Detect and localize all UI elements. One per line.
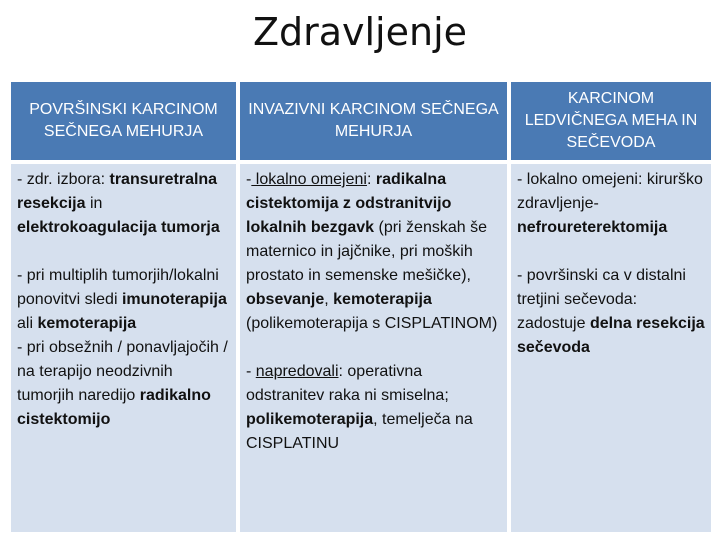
bold-text: elektrokoagulacija tumorja (17, 219, 220, 236)
bold-text: delna resekcija sečevoda (517, 315, 705, 356)
underlined-text: lokalno omejeni (251, 171, 367, 188)
text: , (324, 291, 334, 308)
paragraph (246, 360, 501, 456)
bold-text: radikalno cistektomijo (17, 387, 211, 428)
cell-invasive-treatment (240, 164, 507, 532)
text: - (246, 363, 256, 380)
paragraph (17, 168, 230, 240)
paragraph (517, 264, 705, 360)
paragraph (17, 264, 230, 336)
bold-text: nefroureterektomija (517, 219, 668, 236)
text: ali (17, 315, 38, 332)
text: : operativna odstranitev raka ni smiselna; (246, 363, 449, 404)
paragraph (246, 168, 501, 336)
header-invasive-bladder-carcinoma: INVAZIVNI KARCINOM SEČNEGA MEHURJA (240, 82, 507, 160)
header-renal-pelvis-ureter-carcinoma: KARCINOM LEDVIČNEGA MEHA IN SEČEVODA (511, 82, 711, 160)
bold-text: radikalna cistektomija z odstranitvijo lokalnih bezgavk (246, 171, 452, 236)
underlined-text: napredovali (255, 363, 339, 380)
text: - pri multiplih tumorjih/lokalni ponovitvi sledi (17, 267, 219, 308)
bold-text: polikemoterapija (246, 411, 374, 428)
text: - površinski ca v distalni tretjini sečevoda: zadostuje (517, 267, 686, 332)
text: (pri ženskah še maternico in jajčnike, pri moških prostato in semenske mešičke), (246, 219, 487, 284)
bold-text: obsevanje (246, 291, 325, 308)
cell-renal-pelvis-treatment (511, 164, 711, 532)
text: : (366, 171, 376, 188)
text: - pri obsežnih / ponavljajočih / na terapijo neodzivnih tumorjih naredijo (17, 339, 228, 404)
text: (polikemoterapija s CISPLATINOM) (246, 315, 498, 332)
cell-superficial-treatment (11, 164, 236, 532)
page-title: Zdravljenje (252, 10, 468, 54)
treatment-table (11, 82, 711, 532)
bold-text: transuretralna resekcija (17, 171, 218, 212)
text: - lokalno omejeni: kirurško zdravljenje- (517, 171, 703, 212)
text: - zdr. izbora: (17, 171, 110, 188)
bold-text: imunoterapija (121, 291, 227, 308)
paragraph (17, 336, 230, 432)
text: in (85, 195, 103, 212)
bold-text: kemoterapija (37, 315, 137, 332)
header-superficial-bladder-carcinoma: POVRŠINSKI KARCINOM SEČNEGA MEHURJA (11, 82, 236, 160)
text: , temelječa na CISPLATINU (246, 411, 473, 452)
text: - (246, 171, 252, 188)
paragraph (517, 168, 705, 240)
bold-text: kemoterapija (333, 291, 432, 308)
